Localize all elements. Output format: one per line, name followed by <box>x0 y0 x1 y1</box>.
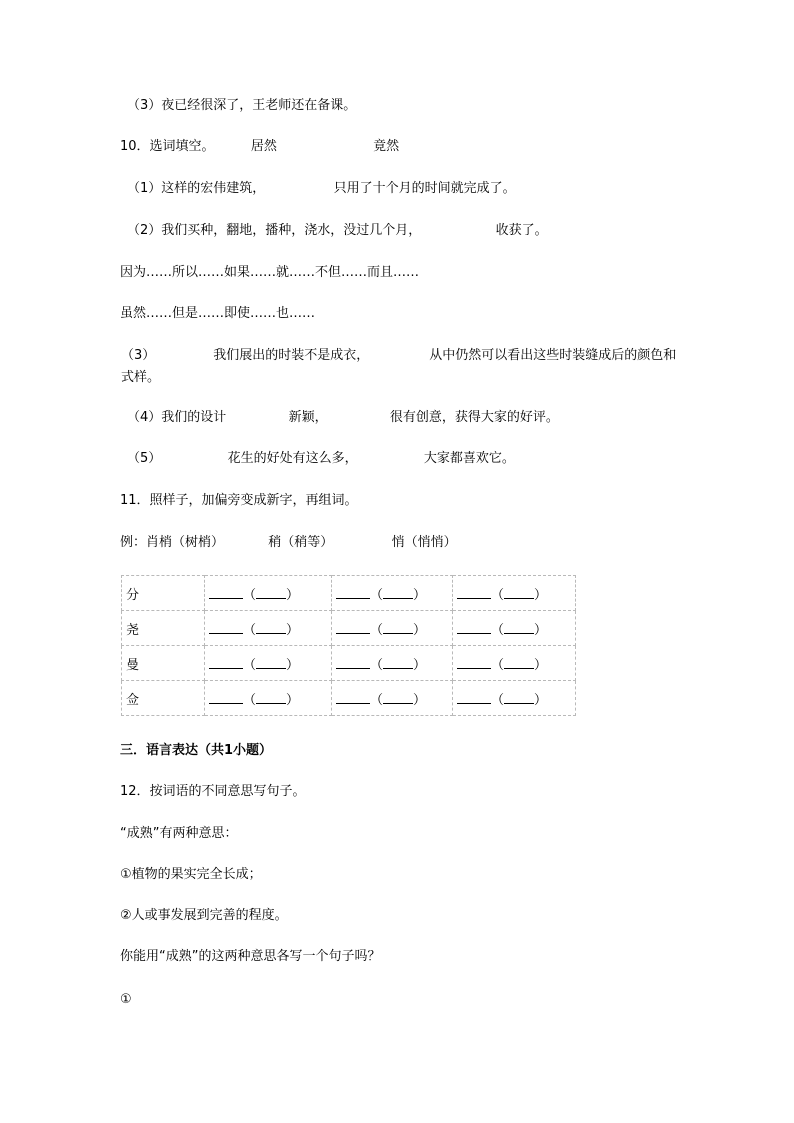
word-blank[interactable] <box>256 623 286 634</box>
paren-close: ） <box>413 622 427 638</box>
q12-question: 你能用“成熟”的这两种意思各写一个句子吗？ <box>120 949 381 964</box>
radical-cell: 尧 <box>122 611 205 646</box>
q10-item-4-part-b: 新颖， <box>288 410 328 425</box>
char-blank[interactable] <box>457 588 491 599</box>
paren-close: ） <box>286 622 300 638</box>
char-blank[interactable] <box>457 693 491 704</box>
word-blank[interactable] <box>504 623 534 634</box>
q10-item-2-part-b: 收获了。 <box>495 223 548 238</box>
table-row <box>122 576 576 611</box>
q10-item-5-part-c: 大家都喜欢它。 <box>423 451 515 466</box>
q12-answer-1-label: ① <box>120 992 132 1007</box>
q10-item-5 <box>127 450 515 468</box>
word-blank[interactable] <box>256 693 286 704</box>
char-blank[interactable] <box>457 623 491 634</box>
answer-cell[interactable] <box>205 611 332 646</box>
q10-item-3-part-a: （3） <box>121 348 156 363</box>
q9-item-3: （3）夜已经很深了，王老师还在备课。 <box>127 98 357 113</box>
answer-cell[interactable] <box>205 646 332 681</box>
paren-close: ） <box>286 657 300 673</box>
q10-item-3-part-b: 我们展出的时装不是成衣， <box>213 348 370 363</box>
paren-close: ） <box>534 587 548 603</box>
paren-close: ） <box>534 657 548 673</box>
word-blank[interactable] <box>504 693 534 704</box>
paren-close: ） <box>534 692 548 708</box>
q10-title: 10．选词填空。 <box>120 139 215 154</box>
q12-intro: “成熟”有两种意思： <box>120 826 238 841</box>
conjunction-pairs-2: 虽然……但是……即使……也…… <box>120 306 316 321</box>
answer-cell[interactable] <box>332 611 453 646</box>
radical-cell: 分 <box>122 576 205 611</box>
paren-close: ） <box>286 692 300 708</box>
q11-example-3: 悄（悄悄） <box>391 535 457 550</box>
answer-cell[interactable] <box>205 576 332 611</box>
q10-item-3 <box>121 345 681 389</box>
paren-open: （ <box>370 692 384 708</box>
word-blank[interactable] <box>504 588 534 599</box>
paren-close: ） <box>534 622 548 638</box>
paren-open: （ <box>243 587 257 603</box>
q12-meaning-2: ②人或事发展到完善的程度。 <box>120 908 288 923</box>
q11-answer-table <box>121 575 576 716</box>
answer-cell[interactable] <box>332 646 453 681</box>
paren-open: （ <box>370 622 384 638</box>
paren-open: （ <box>370 657 384 673</box>
word-blank[interactable] <box>504 658 534 669</box>
q10-item-4 <box>127 409 559 427</box>
answer-cell[interactable] <box>453 576 576 611</box>
word-blank[interactable] <box>383 588 413 599</box>
paren-close: ） <box>286 587 300 603</box>
answer-cell[interactable] <box>332 576 453 611</box>
paren-open: （ <box>243 622 257 638</box>
paren-open: （ <box>491 622 505 638</box>
radical-cell: 佥 <box>122 681 205 716</box>
radical-cell: 曼 <box>122 646 205 681</box>
paren-open: （ <box>243 692 257 708</box>
q12-meaning-1: ①植物的果实完全长成； <box>120 867 262 882</box>
paren-close: ） <box>413 657 427 673</box>
word-blank[interactable] <box>383 658 413 669</box>
table-row <box>122 681 576 716</box>
table-row <box>122 611 576 646</box>
table-row <box>122 646 576 681</box>
char-blank[interactable] <box>209 588 243 599</box>
paren-open: （ <box>491 587 505 603</box>
q11-example <box>120 534 457 552</box>
char-blank[interactable] <box>209 693 243 704</box>
word-blank[interactable] <box>383 623 413 634</box>
paren-open: （ <box>491 692 505 708</box>
paren-close: ） <box>413 587 427 603</box>
paren-open: （ <box>370 587 384 603</box>
section-3-heading: 三．语言表达（共1小题） <box>120 743 273 758</box>
char-blank[interactable] <box>457 658 491 669</box>
char-blank[interactable] <box>336 623 370 634</box>
q11-example-1: 例：肖梢（树梢） <box>120 535 225 550</box>
answer-cell[interactable] <box>453 611 576 646</box>
char-blank[interactable] <box>336 658 370 669</box>
answer-cell[interactable] <box>453 646 576 681</box>
q10-item-2 <box>127 222 548 240</box>
q10-word-2: 竟然 <box>373 139 400 154</box>
q10-item-4-part-a: （4）我们的设计 <box>127 410 227 425</box>
paren-open: （ <box>491 657 505 673</box>
q10-word-1: 居然 <box>250 139 277 154</box>
q10-item-1 <box>127 180 516 198</box>
char-blank[interactable] <box>336 693 370 704</box>
q10-item-5-part-a: （5） <box>127 451 162 466</box>
paren-open: （ <box>243 657 257 673</box>
paren-close: ） <box>413 692 427 708</box>
answer-cell[interactable] <box>453 681 576 716</box>
answer-cell[interactable] <box>205 681 332 716</box>
q10-item-4-part-c: 很有创意，获得大家的好评。 <box>389 410 559 425</box>
word-blank[interactable] <box>383 693 413 704</box>
word-blank[interactable] <box>256 588 286 599</box>
q10-title-line <box>120 138 399 156</box>
answer-cell[interactable] <box>332 681 453 716</box>
q12-title: 12．按词语的不同意思写句子。 <box>120 784 306 799</box>
char-blank[interactable] <box>336 588 370 599</box>
q10-item-3-part-c: 从中仍然可以看出这些时装缝成后的颜色和式样。 <box>121 348 677 385</box>
q10-item-5-part-b: 花生的好处有这么多， <box>227 451 358 466</box>
conjunction-pairs-1: 因为……所以……如果……就……不但……而且…… <box>120 265 420 280</box>
char-blank[interactable] <box>209 658 243 669</box>
q10-item-2-part-a: （2）我们买种，翻地，播种，浇水，没过几个月， <box>127 223 422 238</box>
q10-item-1-part-a: （1）这样的宏伟建筑， <box>127 181 266 196</box>
q11-title: 11．照样子，加偏旁变成新字，再组词。 <box>120 493 358 508</box>
char-blank[interactable] <box>209 623 243 634</box>
q10-item-1-part-b: 只用了十个月的时间就完成了。 <box>333 181 516 196</box>
word-blank[interactable] <box>256 658 286 669</box>
q11-example-2: 稍（稍等） <box>268 535 334 550</box>
